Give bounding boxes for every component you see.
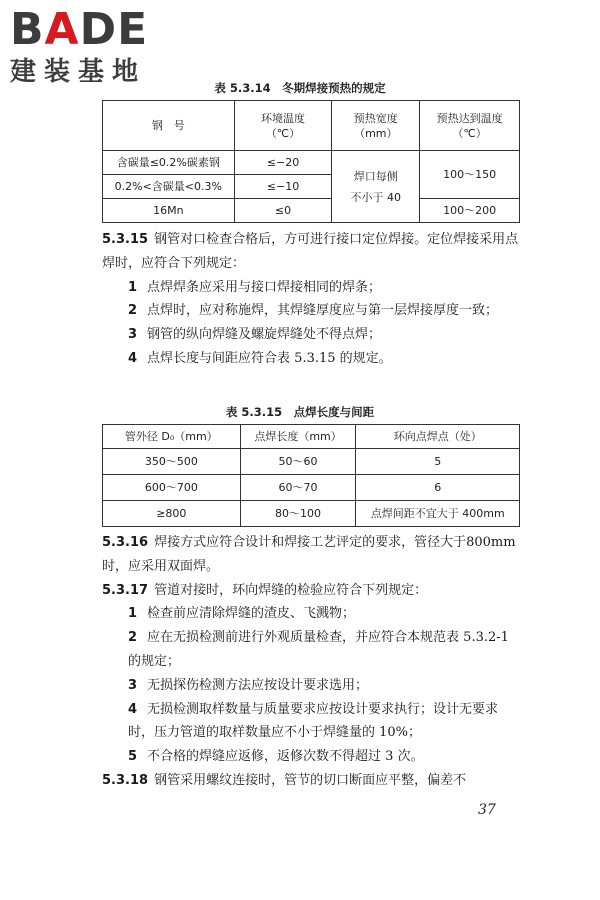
cell-length: 80～100 bbox=[240, 501, 356, 527]
cell-preheat-width: 焊口每侧 不小于 40 bbox=[332, 151, 420, 223]
cell-preheat-temp-a: 100～150 bbox=[420, 151, 520, 199]
cell-steel: 16Mn bbox=[103, 199, 235, 223]
table-5-3-15 bbox=[102, 424, 520, 527]
cell-preheat-temp-b: 100～200 bbox=[420, 199, 520, 223]
paragraph-5-3-16: 5.3.16 焊接方式应符合设计和焊接工艺评定的要求，管径大于800mm 时，应采用双面焊。 bbox=[102, 535, 516, 574]
cell-diameter: 350～500 bbox=[103, 449, 241, 475]
list-item: 1 点焊焊条应采用与接口焊接相同的焊条； bbox=[128, 279, 382, 295]
list-item: 3 无损探伤检测方法应按设计要求选用； bbox=[128, 677, 369, 693]
header-preheat-width: 预热宽度 （mm） bbox=[332, 101, 420, 151]
header-outer-diameter: 管外径 D₀（mm） bbox=[103, 425, 241, 449]
paragraph-5-3-17: 5.3.17 管道对接时，环向焊缝的检验应符合下列规定： bbox=[102, 582, 428, 598]
table-row bbox=[103, 199, 520, 223]
cell-length: 60～70 bbox=[240, 475, 356, 501]
page-number: 37 bbox=[478, 802, 496, 818]
cell-env-temp: ≤−20 bbox=[234, 151, 332, 175]
cell-count: 6 bbox=[356, 475, 520, 501]
logo-wordmark: BADE bbox=[10, 4, 149, 55]
cell-env-temp: ≤−10 bbox=[234, 175, 332, 199]
table-row bbox=[103, 151, 520, 175]
list-item: 5 不合格的焊缝应返修，返修次数不得超过 3 次。 bbox=[128, 749, 424, 765]
list-item: 1 检查前应清除焊缝的渣皮、飞溅物； bbox=[128, 606, 356, 622]
table-header-row bbox=[103, 101, 520, 151]
list-item: 4 点焊长度与间距应符合表 5.3.15 的规定。 bbox=[128, 350, 392, 366]
cell-diameter: ≥800 bbox=[103, 501, 241, 527]
header-spot-length: 点焊长度（mm） bbox=[240, 425, 356, 449]
table-5-3-14-caption: 表 5.3.14 冬期焊接预热的规定 bbox=[214, 81, 386, 95]
list-item: 3 钢管的纵向焊缝及螺旋焊缝处不得点焊； bbox=[128, 327, 382, 343]
paragraph-5-3-15: 5.3.15 钢管对口检查合格后，方可进行接口定位焊接。定位焊接采用点焊时，应符合下列规定： bbox=[102, 232, 519, 271]
cell-steel: 含碳量≤0.2%碳素钢 bbox=[103, 151, 235, 175]
header-spot-count: 环向点焊点（处） bbox=[356, 425, 520, 449]
table-header-row bbox=[103, 425, 520, 449]
section-5-3-15 bbox=[102, 228, 520, 371]
list-item: 4 无损检测取样数量与质量要求应按设计要求执行；设计无要求时，压力管道的取样数量应不小于焊缝量的 10%； bbox=[128, 701, 499, 741]
table-row bbox=[103, 501, 520, 527]
list-item: 2 应在无损检测前进行外观质量检查，并应符合本规范表 5.3.2-1 的规定； bbox=[128, 630, 509, 669]
header-steel: 钢 号 bbox=[103, 101, 235, 151]
cell-diameter: 600～700 bbox=[103, 475, 241, 501]
table-row bbox=[103, 449, 520, 475]
cell-env-temp: ≤0 bbox=[234, 199, 332, 223]
bade-logo bbox=[10, 6, 190, 88]
cell-length: 50～60 bbox=[240, 449, 356, 475]
paragraph-5-3-18: 5.3.18 钢管采用螺纹连接时，管节的切口断面应平整，偏差不 bbox=[102, 772, 467, 788]
list-item: 2 点焊时，应对称施焊，其焊缝厚度应与第一层焊接厚度一致； bbox=[128, 303, 499, 319]
cell-count: 5 bbox=[356, 449, 520, 475]
table-row bbox=[103, 475, 520, 501]
header-env-temp: 环境温度 （℃） bbox=[234, 101, 332, 151]
table-5-3-14 bbox=[102, 100, 520, 223]
header-preheat-temp: 预热达到温度 （℃） bbox=[420, 101, 520, 151]
cell-steel: 0.2%<含碳量<0.3% bbox=[103, 175, 235, 199]
table-5-3-15-caption: 表 5.3.15 点焊长度与间距 bbox=[225, 405, 375, 419]
cell-count: 点焊间距不宜大于 400mm bbox=[356, 501, 520, 527]
sections-5-3-16-to-18 bbox=[102, 531, 520, 793]
logo-subtitle: 建装基地 bbox=[10, 57, 147, 87]
